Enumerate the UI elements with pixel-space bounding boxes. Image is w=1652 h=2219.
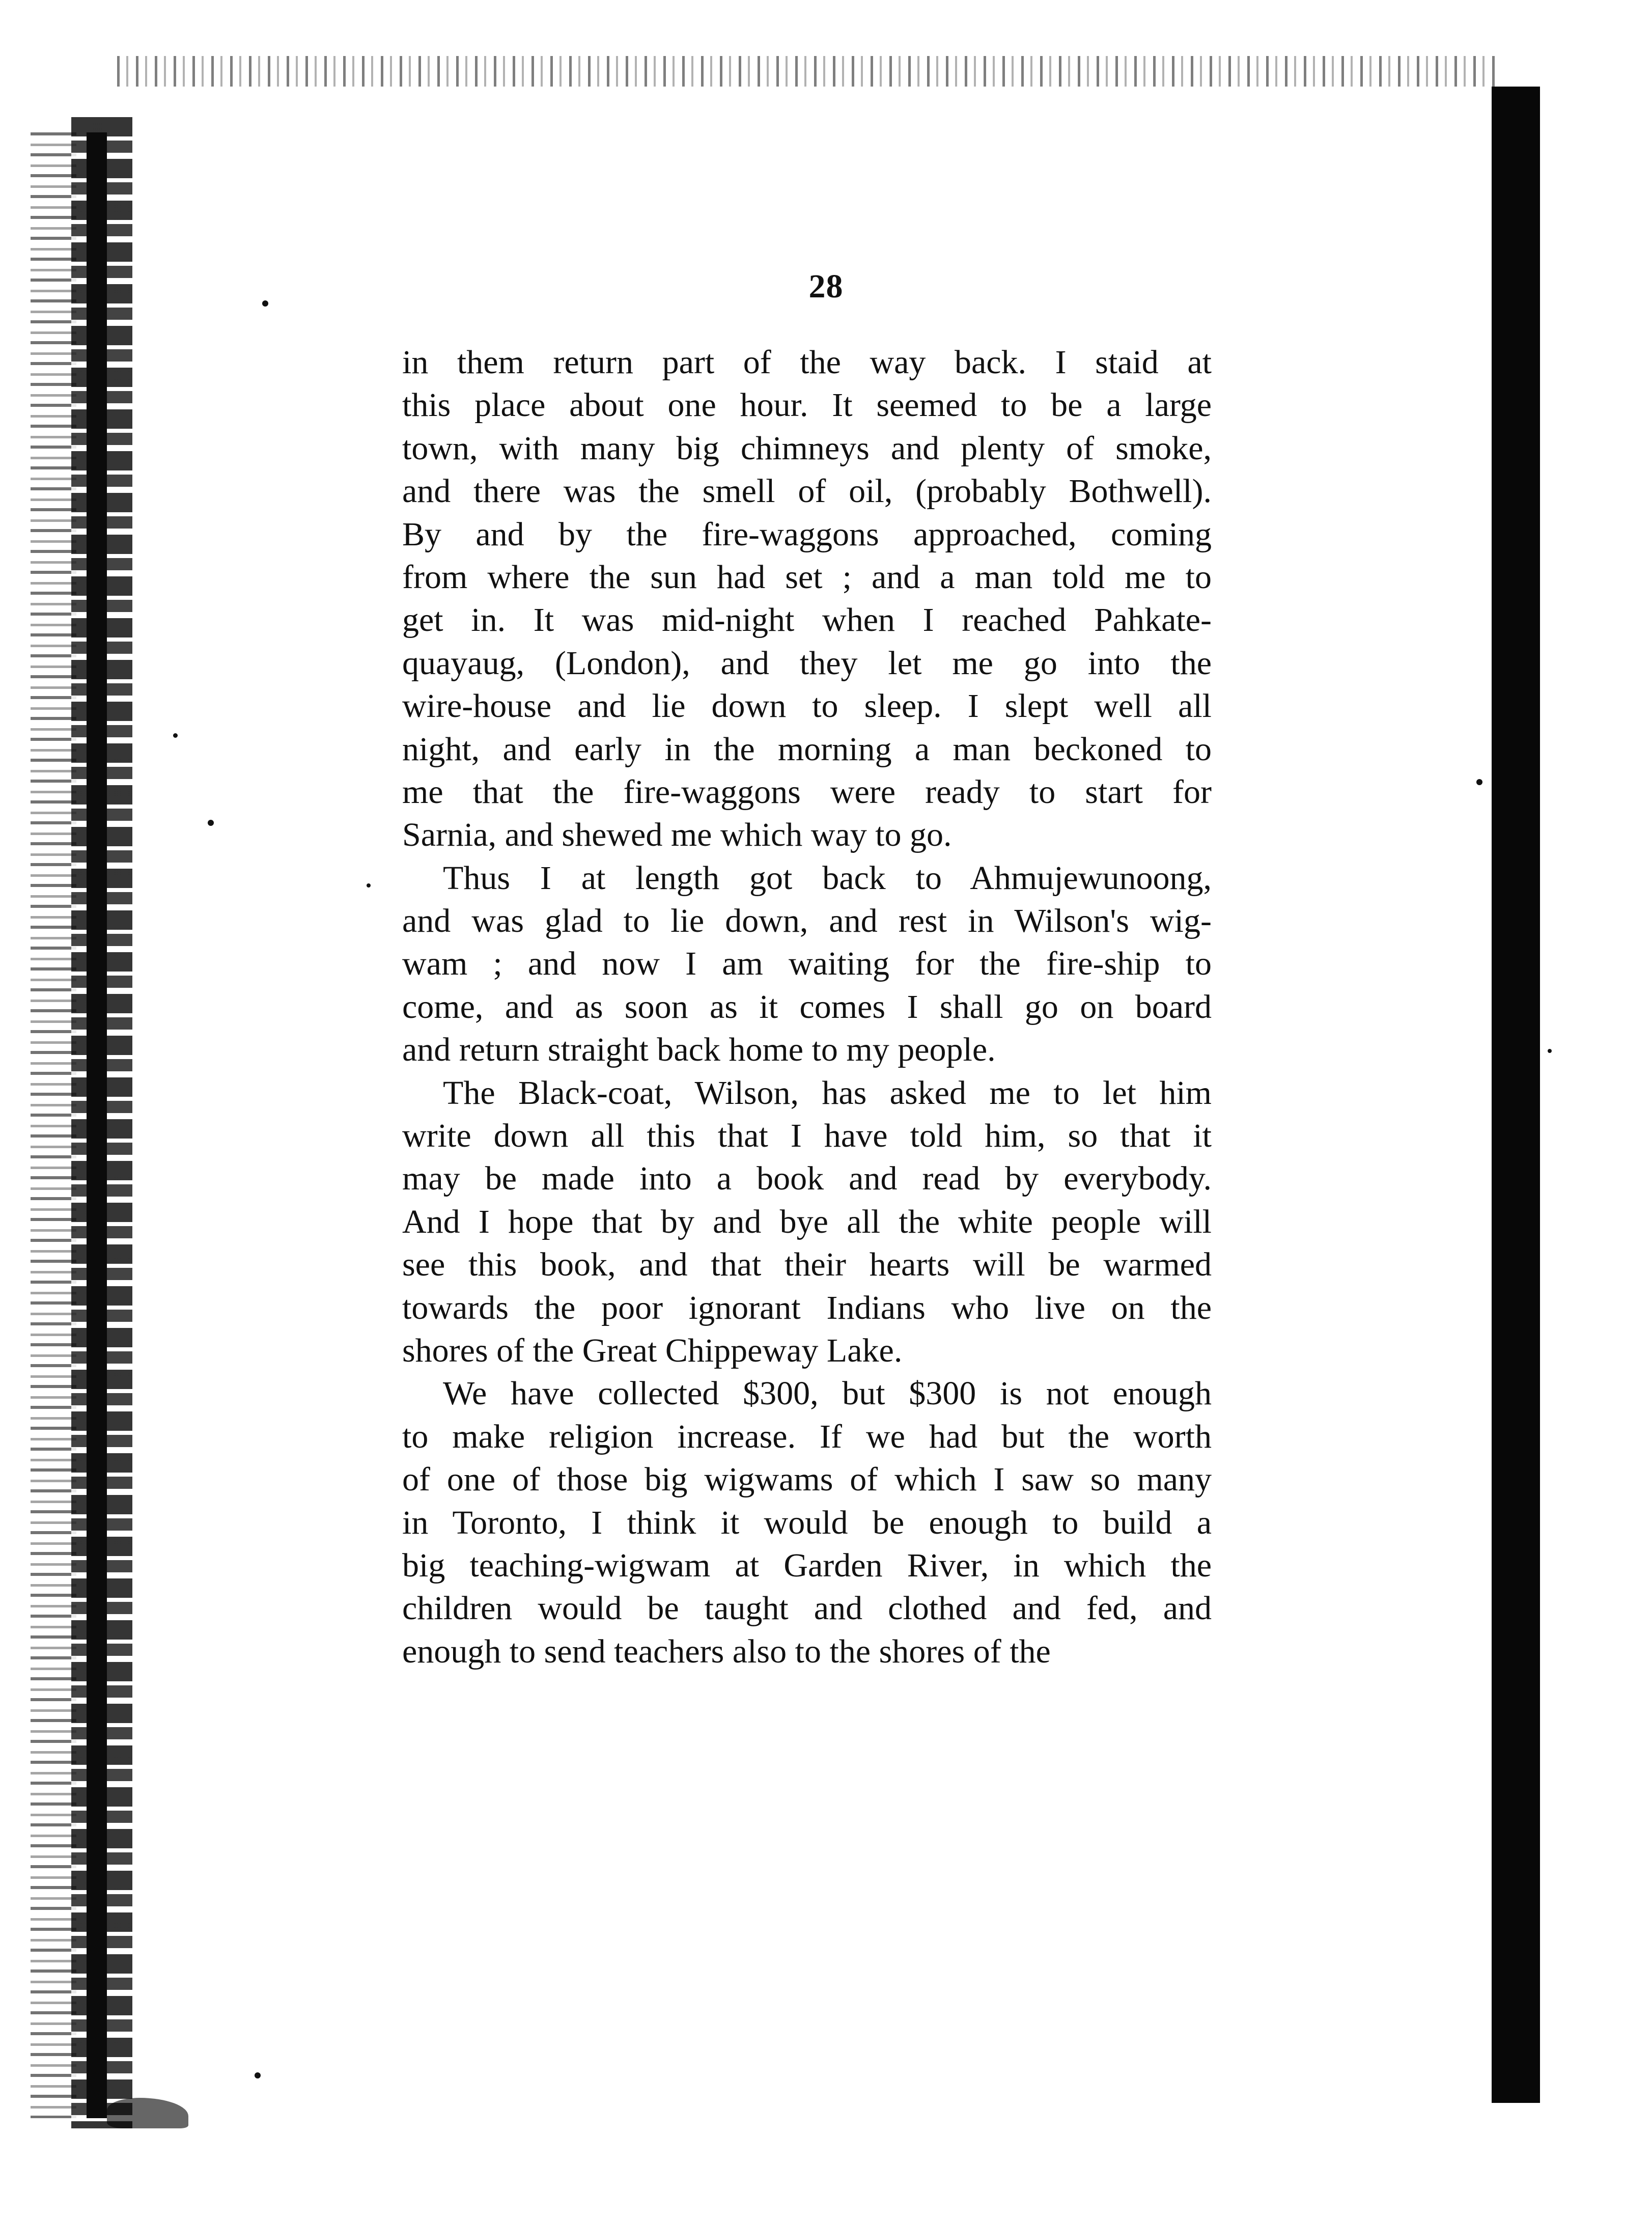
text-line: Sarnia, and shewed me which way to go.: [402, 816, 952, 854]
paragraph: [402, 1372, 1212, 1673]
text-line: big teaching-wigwam at Garden River, in which the: [402, 1546, 1212, 1584]
text-line: in Toronto, I think it would be enough to build a: [402, 1504, 1212, 1541]
paragraph: [402, 857, 1212, 1072]
text-line: get in. It was mid-night when I reached Pahkate-: [402, 601, 1212, 639]
text-line: quayaug, (London), and they let me go into the: [402, 644, 1212, 682]
text-line: and there was the smell of oil, (probably Bothwell).: [402, 473, 1212, 510]
text-line: from where the sun had set ; and a man told me to: [402, 558, 1212, 596]
text-line: may be made into a book and read by everybody.: [402, 1160, 1212, 1198]
text-line: We have collected $300, but $300 is not enough: [443, 1375, 1212, 1412]
text-line: to make religion increase. If we had but the worth: [402, 1418, 1212, 1455]
text-line: Thus I at length got back to Ahmujewunoong,: [443, 859, 1212, 897]
text-line: and was glad to lie down, and rest in Wilson's wig-: [402, 902, 1212, 940]
text-line: night, and early in the morning a man beckoned to: [402, 730, 1212, 768]
scan-speck: [1476, 779, 1482, 785]
scan-binding-edge-right: [1492, 87, 1540, 2103]
text-line: towards the poor ignorant Indians who live on the: [402, 1289, 1212, 1326]
text-line: write down all this that I have told him, so that it: [402, 1117, 1212, 1155]
scan-speck: [208, 820, 214, 826]
text-line: and return straight back home to my people.: [402, 1031, 996, 1069]
scan-speck: [255, 2072, 261, 2078]
text-line: come, and as soon as it comes I shall go on board: [402, 988, 1212, 1025]
paragraph: [402, 341, 1212, 857]
scan-speck: [367, 883, 371, 887]
text-line: me that the fire-waggons were ready to start for: [402, 773, 1212, 811]
paragraph: [402, 1072, 1212, 1373]
text-line: The Black-coat, Wilson, has asked me to let him: [443, 1074, 1212, 1112]
scan-binding-shadow-left: [87, 132, 107, 2118]
text-line: town, with many big chimneys and plenty of smoke,: [402, 429, 1212, 467]
page-number: 28: [808, 268, 844, 305]
scan-edge-top: [117, 56, 1497, 87]
text-line: wam ; and now I am waiting for the fire-ship to: [402, 945, 1212, 983]
scan-smudge: [107, 2098, 188, 2128]
text-line: shores of the Great Chippeway Lake.: [402, 1332, 903, 1369]
text-line: By and by the fire-waggons approached, coming: [402, 515, 1212, 553]
text-line: And I hope that by and bye all the white people will: [402, 1203, 1212, 1240]
text-line: see this book, and that their hearts will be warmed: [402, 1246, 1212, 1284]
scan-speck: [1548, 1049, 1552, 1053]
scan-edge-speckle: [31, 132, 76, 2118]
text-line: wire-house and lie down to sleep. I slept well all: [402, 687, 1212, 725]
text-line: in them return part of the way back. I staid at: [402, 344, 1212, 381]
text-line: enough to send teachers also to the shores of the: [402, 1632, 1051, 1670]
text-line: of one of those big wigwams of which I saw so many: [402, 1461, 1212, 1499]
text-line: children would be taught and clothed and fed, and: [402, 1590, 1212, 1627]
body-text: [402, 341, 1212, 1673]
text-line: this place about one hour. It seemed to be a large: [402, 386, 1212, 424]
scan-speck: [173, 733, 178, 738]
